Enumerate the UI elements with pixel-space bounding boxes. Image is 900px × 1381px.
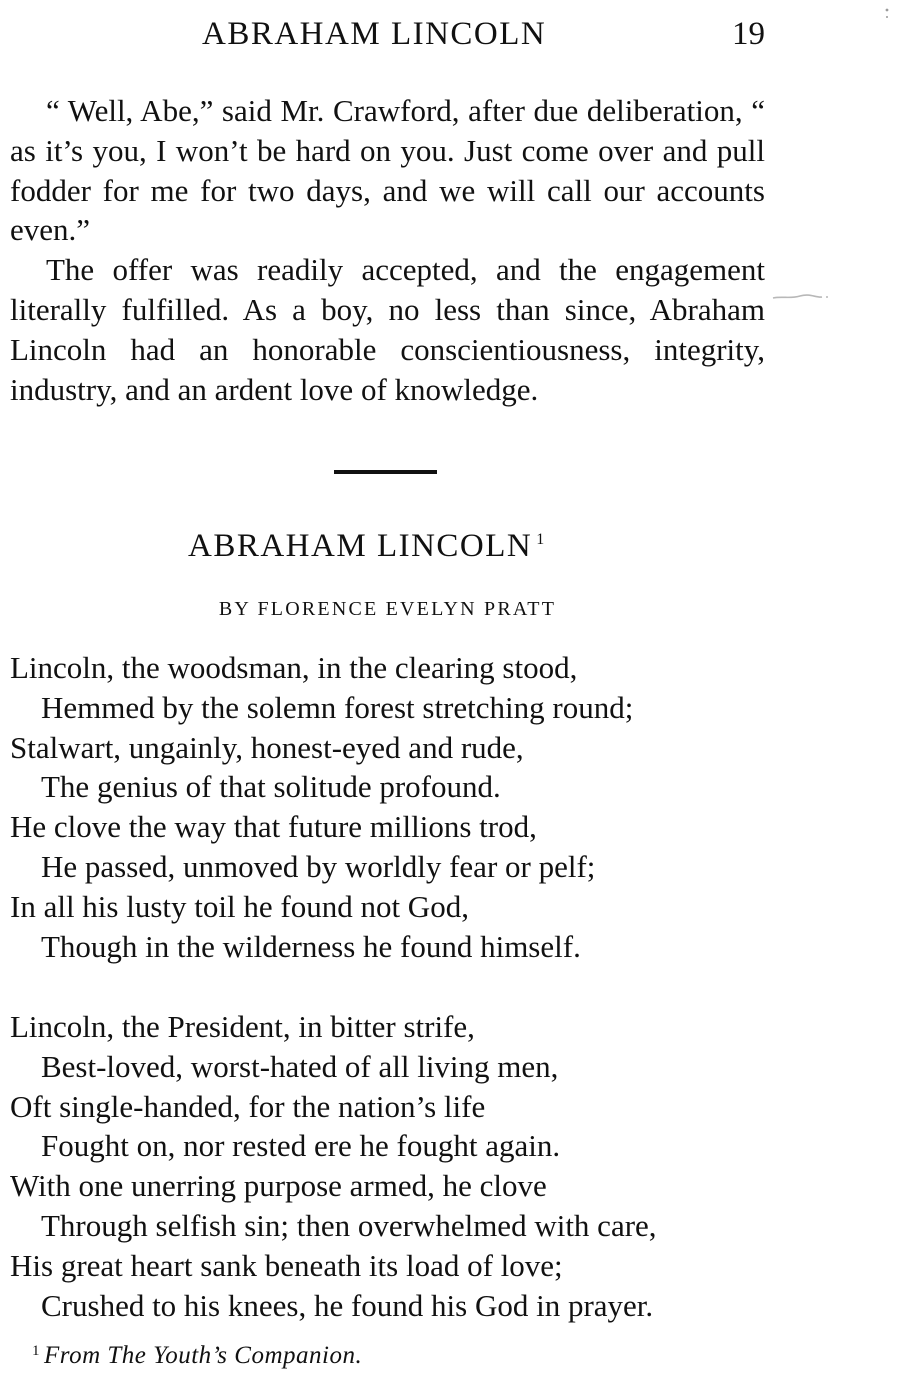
poem-line: Hemmed by the solemn forest stretching round; xyxy=(41,689,634,725)
poem-title xyxy=(188,528,546,565)
poem-stanza xyxy=(10,648,790,966)
poem-line: He clove the way that future millions trod, xyxy=(10,809,537,845)
poem-line: Best-loved, worst-hated of all living men, xyxy=(41,1048,559,1084)
poem-line: In all his lusty toil he found not God, xyxy=(10,888,469,924)
book-page xyxy=(10,0,765,1381)
poem-line: Oft single-handed, for the nation’s life xyxy=(10,1088,486,1124)
running-title: ABRAHAM LINCOLN xyxy=(202,16,547,52)
poem-line: The genius of that solitude profound. xyxy=(41,769,501,805)
footnote xyxy=(32,1342,362,1370)
paragraph: “ Well, Abe,” said Mr. Crawford, after due deliberation, “ as it’s you, I won’t be hard on you. Just come over and pull fodder for me for two days, and we will call our accounts even.” xyxy=(10,93,765,248)
footnote-text: From The Youth’s Companion. xyxy=(44,1342,363,1369)
poem-line: Stalwart, ungainly, honest-eyed and rude, xyxy=(10,729,524,765)
corner-speck xyxy=(884,6,890,20)
poem-line: His great heart sank beneath its load of love; xyxy=(10,1247,563,1283)
prose-block xyxy=(10,91,765,409)
poem-line: Though in the wilderness he found himself. xyxy=(41,928,581,964)
poem-line: He passed, unmoved by worldly fear or pelf; xyxy=(41,848,596,884)
poem-line: Through selfish sin; then overwhelmed with care, xyxy=(41,1207,657,1243)
footnote-mark: 1 xyxy=(32,1343,40,1359)
footnote-reference-mark: 1 xyxy=(536,531,546,548)
poem-line: Lincoln, the President, in bitter strife, xyxy=(10,1009,475,1044)
poem-byline: BY FLORENCE EVELYN PRATT xyxy=(218,598,557,620)
poem-line: Fought on, nor rested ere he fought again. xyxy=(41,1128,561,1164)
poem-line: Crushed to his knees, he found his God in prayer. xyxy=(41,1287,654,1323)
poem-line: Lincoln, the woodsman, in the clearing stood, xyxy=(10,650,578,685)
poem-title-text: ABRAHAM LINCOLN xyxy=(188,528,533,564)
poem-stanza xyxy=(10,1007,790,1325)
page-number: 19 xyxy=(732,16,765,52)
paragraph: The offer was readily accepted, and the engagement literally fulfilled. As a boy, no less than since, Abraham Lincoln had an honorable conscientiousness, integrity, industry, and an ardent love of knowledge. xyxy=(10,252,765,407)
running-head xyxy=(10,12,765,56)
margin-pencil-mark xyxy=(772,292,830,302)
section-divider-rule xyxy=(334,470,437,474)
poem-line: With one unerring purpose armed, he clove xyxy=(10,1168,547,1204)
